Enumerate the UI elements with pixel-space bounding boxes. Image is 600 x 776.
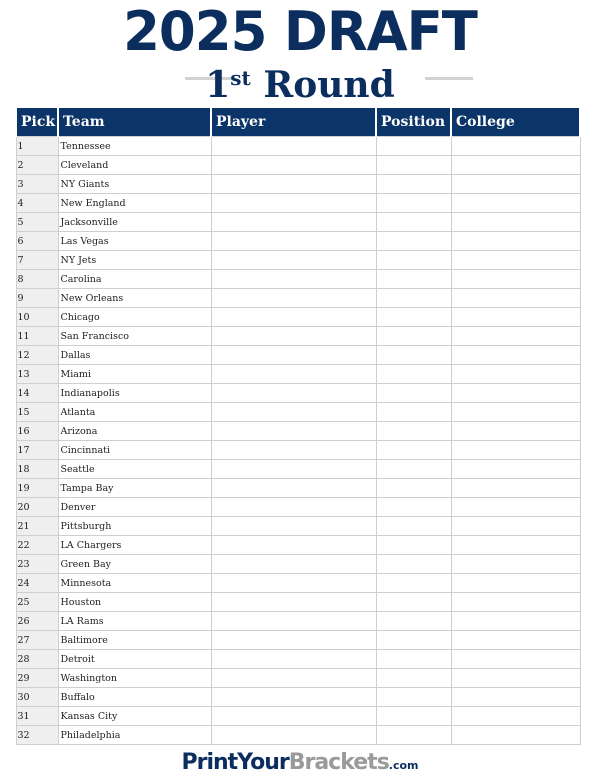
player-cell[interactable] bbox=[211, 213, 376, 232]
position-cell[interactable] bbox=[376, 688, 451, 707]
college-cell[interactable] bbox=[451, 232, 580, 251]
table-row bbox=[16, 574, 580, 593]
round-subtitle bbox=[0, 58, 600, 105]
team-cell: New England bbox=[58, 194, 211, 213]
logo-text-com: .com bbox=[388, 759, 419, 772]
team-cell: Kansas City bbox=[58, 707, 211, 726]
position-cell[interactable] bbox=[376, 194, 451, 213]
table-row bbox=[16, 156, 580, 175]
college-cell[interactable] bbox=[451, 308, 580, 327]
college-cell[interactable] bbox=[451, 175, 580, 194]
pick-cell: 7 bbox=[16, 251, 58, 270]
team-cell: New Orleans bbox=[58, 289, 211, 308]
team-cell: Cincinnati bbox=[58, 441, 211, 460]
pick-cell: 14 bbox=[16, 384, 58, 403]
team-cell: Denver bbox=[58, 498, 211, 517]
column-header-player: Player bbox=[211, 108, 376, 137]
player-cell[interactable] bbox=[211, 346, 376, 365]
player-cell[interactable] bbox=[211, 612, 376, 631]
pick-cell: 27 bbox=[16, 631, 58, 650]
team-cell: Dallas bbox=[58, 346, 211, 365]
site-logo bbox=[0, 750, 600, 775]
position-cell[interactable] bbox=[376, 460, 451, 479]
college-cell[interactable] bbox=[451, 593, 580, 612]
pick-cell: 28 bbox=[16, 650, 58, 669]
college-cell[interactable] bbox=[451, 631, 580, 650]
player-cell[interactable] bbox=[211, 631, 376, 650]
college-cell[interactable] bbox=[451, 460, 580, 479]
position-cell[interactable] bbox=[376, 384, 451, 403]
position-cell[interactable] bbox=[376, 536, 451, 555]
table-row bbox=[16, 194, 580, 213]
team-cell: Washington bbox=[58, 669, 211, 688]
page-title: 2025 DRAFT bbox=[123, 0, 477, 63]
pick-cell: 9 bbox=[16, 289, 58, 308]
table-row bbox=[16, 631, 580, 650]
college-cell[interactable] bbox=[451, 194, 580, 213]
subtitle-row bbox=[0, 58, 600, 106]
team-cell: Tennessee bbox=[58, 137, 211, 156]
player-cell[interactable] bbox=[211, 460, 376, 479]
player-cell[interactable] bbox=[211, 498, 376, 517]
pick-cell: 22 bbox=[16, 536, 58, 555]
round-number: 1 bbox=[205, 64, 231, 106]
position-cell[interactable] bbox=[376, 612, 451, 631]
college-cell[interactable] bbox=[451, 156, 580, 175]
player-cell[interactable] bbox=[211, 536, 376, 555]
position-cell[interactable] bbox=[376, 479, 451, 498]
pick-cell: 24 bbox=[16, 574, 58, 593]
pick-cell: 5 bbox=[16, 213, 58, 232]
table-row bbox=[16, 384, 580, 403]
team-cell: Pittsburgh bbox=[58, 517, 211, 536]
team-cell: Minnesota bbox=[58, 574, 211, 593]
column-header-position: Position bbox=[376, 108, 451, 137]
pick-cell: 11 bbox=[16, 327, 58, 346]
player-cell[interactable] bbox=[211, 289, 376, 308]
college-cell[interactable] bbox=[451, 726, 580, 745]
logo-text-print-your: PrintYour bbox=[181, 750, 289, 775]
college-cell[interactable] bbox=[451, 365, 580, 384]
player-cell[interactable] bbox=[211, 308, 376, 327]
table-row bbox=[16, 441, 580, 460]
team-cell: Green Bay bbox=[58, 555, 211, 574]
table-row bbox=[16, 555, 580, 574]
college-cell[interactable] bbox=[451, 517, 580, 536]
pick-cell: 3 bbox=[16, 175, 58, 194]
college-cell[interactable] bbox=[451, 327, 580, 346]
position-cell[interactable] bbox=[376, 726, 451, 745]
column-header-college: College bbox=[451, 108, 580, 137]
college-cell[interactable] bbox=[451, 137, 580, 156]
team-cell: Baltimore bbox=[58, 631, 211, 650]
college-cell[interactable] bbox=[451, 384, 580, 403]
player-cell[interactable] bbox=[211, 270, 376, 289]
position-cell[interactable] bbox=[376, 498, 451, 517]
position-cell[interactable] bbox=[376, 137, 451, 156]
player-cell[interactable] bbox=[211, 593, 376, 612]
college-cell[interactable] bbox=[451, 479, 580, 498]
college-cell[interactable] bbox=[451, 650, 580, 669]
team-cell: Cleveland bbox=[58, 156, 211, 175]
pick-cell: 20 bbox=[16, 498, 58, 517]
player-cell[interactable] bbox=[211, 574, 376, 593]
position-cell[interactable] bbox=[376, 441, 451, 460]
table-row bbox=[16, 593, 580, 612]
table-row bbox=[16, 517, 580, 536]
table-row bbox=[16, 688, 580, 707]
team-cell: San Francisco bbox=[58, 327, 211, 346]
position-cell[interactable] bbox=[376, 555, 451, 574]
table-row bbox=[16, 289, 580, 308]
position-cell[interactable] bbox=[376, 251, 451, 270]
position-cell[interactable] bbox=[376, 422, 451, 441]
pick-cell: 10 bbox=[16, 308, 58, 327]
pick-cell: 21 bbox=[16, 517, 58, 536]
table-row bbox=[16, 327, 580, 346]
table-row bbox=[16, 270, 580, 289]
table-row bbox=[16, 175, 580, 194]
team-cell: Indianapolis bbox=[58, 384, 211, 403]
team-cell: Seattle bbox=[58, 460, 211, 479]
pick-cell: 1 bbox=[16, 137, 58, 156]
team-cell: Carolina bbox=[58, 270, 211, 289]
table-row bbox=[16, 251, 580, 270]
pick-cell: 29 bbox=[16, 669, 58, 688]
table-row bbox=[16, 650, 580, 669]
pick-cell: 23 bbox=[16, 555, 58, 574]
player-cell[interactable] bbox=[211, 194, 376, 213]
team-cell: Atlanta bbox=[58, 403, 211, 422]
table-row bbox=[16, 346, 580, 365]
college-cell[interactable] bbox=[451, 669, 580, 688]
table-row bbox=[16, 479, 580, 498]
team-cell: Buffalo bbox=[58, 688, 211, 707]
position-cell[interactable] bbox=[376, 289, 451, 308]
table-row bbox=[16, 707, 580, 726]
player-cell[interactable] bbox=[211, 650, 376, 669]
pick-cell: 6 bbox=[16, 232, 58, 251]
table-row bbox=[16, 726, 580, 745]
position-cell[interactable] bbox=[376, 707, 451, 726]
player-cell[interactable] bbox=[211, 365, 376, 384]
position-cell[interactable] bbox=[376, 156, 451, 175]
college-cell[interactable] bbox=[451, 289, 580, 308]
pick-cell: 8 bbox=[16, 270, 58, 289]
column-header-pick: Pick bbox=[16, 108, 58, 137]
pick-cell: 4 bbox=[16, 194, 58, 213]
team-cell: Las Vegas bbox=[58, 232, 211, 251]
position-cell[interactable] bbox=[376, 213, 451, 232]
table-row bbox=[16, 137, 580, 156]
table-row bbox=[16, 403, 580, 422]
player-cell[interactable] bbox=[211, 232, 376, 251]
team-cell: LA Chargers bbox=[58, 536, 211, 555]
table-row bbox=[16, 460, 580, 479]
position-cell[interactable] bbox=[376, 631, 451, 650]
player-cell[interactable] bbox=[211, 384, 376, 403]
table-row bbox=[16, 536, 580, 555]
team-cell: Miami bbox=[58, 365, 211, 384]
college-cell[interactable] bbox=[451, 422, 580, 441]
pick-cell: 32 bbox=[16, 726, 58, 745]
table-row bbox=[16, 669, 580, 688]
position-cell[interactable] bbox=[376, 669, 451, 688]
table-row bbox=[16, 213, 580, 232]
pick-cell: 31 bbox=[16, 707, 58, 726]
column-header-team: Team bbox=[58, 108, 211, 137]
pick-cell: 2 bbox=[16, 156, 58, 175]
college-cell[interactable] bbox=[451, 441, 580, 460]
player-cell[interactable] bbox=[211, 555, 376, 574]
college-cell[interactable] bbox=[451, 574, 580, 593]
player-cell[interactable] bbox=[211, 517, 376, 536]
college-cell[interactable] bbox=[451, 346, 580, 365]
table-row bbox=[16, 232, 580, 251]
college-cell[interactable] bbox=[451, 498, 580, 517]
team-cell: Detroit bbox=[58, 650, 211, 669]
position-cell[interactable] bbox=[376, 593, 451, 612]
pick-cell: 26 bbox=[16, 612, 58, 631]
position-cell[interactable] bbox=[376, 365, 451, 384]
player-cell[interactable] bbox=[211, 403, 376, 422]
position-cell[interactable] bbox=[376, 308, 451, 327]
position-cell[interactable] bbox=[376, 327, 451, 346]
pick-cell: 13 bbox=[16, 365, 58, 384]
player-cell[interactable] bbox=[211, 688, 376, 707]
player-cell[interactable] bbox=[211, 327, 376, 346]
pick-cell: 25 bbox=[16, 593, 58, 612]
team-cell: NY Jets bbox=[58, 251, 211, 270]
player-cell[interactable] bbox=[211, 669, 376, 688]
logo-text-brackets: Brackets bbox=[288, 750, 389, 775]
player-cell[interactable] bbox=[211, 441, 376, 460]
table-row bbox=[16, 498, 580, 517]
draft-table-body bbox=[16, 137, 580, 745]
college-cell[interactable] bbox=[451, 707, 580, 726]
team-cell: Houston bbox=[58, 593, 211, 612]
college-cell[interactable] bbox=[451, 536, 580, 555]
college-cell[interactable] bbox=[451, 403, 580, 422]
player-cell[interactable] bbox=[211, 156, 376, 175]
position-cell[interactable] bbox=[376, 346, 451, 365]
team-cell: Philadelphia bbox=[58, 726, 211, 745]
pick-cell: 12 bbox=[16, 346, 58, 365]
round-ordinal-suffix: st bbox=[230, 66, 251, 90]
team-cell: Arizona bbox=[58, 422, 211, 441]
college-cell[interactable] bbox=[451, 612, 580, 631]
table-row bbox=[16, 422, 580, 441]
player-cell[interactable] bbox=[211, 137, 376, 156]
college-cell[interactable] bbox=[451, 688, 580, 707]
pick-cell: 30 bbox=[16, 688, 58, 707]
table-header-row bbox=[16, 108, 580, 137]
position-cell[interactable] bbox=[376, 403, 451, 422]
player-cell[interactable] bbox=[211, 251, 376, 270]
team-cell: LA Rams bbox=[58, 612, 211, 631]
college-cell[interactable] bbox=[451, 270, 580, 289]
player-cell[interactable] bbox=[211, 479, 376, 498]
round-label: Round bbox=[263, 64, 395, 106]
team-cell: Jacksonville bbox=[58, 213, 211, 232]
position-cell[interactable] bbox=[376, 175, 451, 194]
college-cell[interactable] bbox=[451, 555, 580, 574]
table-row bbox=[16, 612, 580, 631]
pick-cell: 18 bbox=[16, 460, 58, 479]
player-cell[interactable] bbox=[211, 707, 376, 726]
pick-cell: 16 bbox=[16, 422, 58, 441]
college-cell[interactable] bbox=[451, 251, 580, 270]
position-cell[interactable] bbox=[376, 270, 451, 289]
pick-cell: 15 bbox=[16, 403, 58, 422]
position-cell[interactable] bbox=[376, 650, 451, 669]
team-cell: NY Giants bbox=[58, 175, 211, 194]
player-cell[interactable] bbox=[211, 726, 376, 745]
position-cell[interactable] bbox=[376, 517, 451, 536]
pick-cell: 17 bbox=[16, 441, 58, 460]
college-cell[interactable] bbox=[451, 213, 580, 232]
table-row bbox=[16, 308, 580, 327]
player-cell[interactable] bbox=[211, 175, 376, 194]
pick-cell: 19 bbox=[16, 479, 58, 498]
team-cell: Chicago bbox=[58, 308, 211, 327]
position-cell[interactable] bbox=[376, 574, 451, 593]
table-row bbox=[16, 365, 580, 384]
team-cell: Tampa Bay bbox=[58, 479, 211, 498]
draft-table bbox=[15, 108, 581, 745]
position-cell[interactable] bbox=[376, 232, 451, 251]
player-cell[interactable] bbox=[211, 422, 376, 441]
